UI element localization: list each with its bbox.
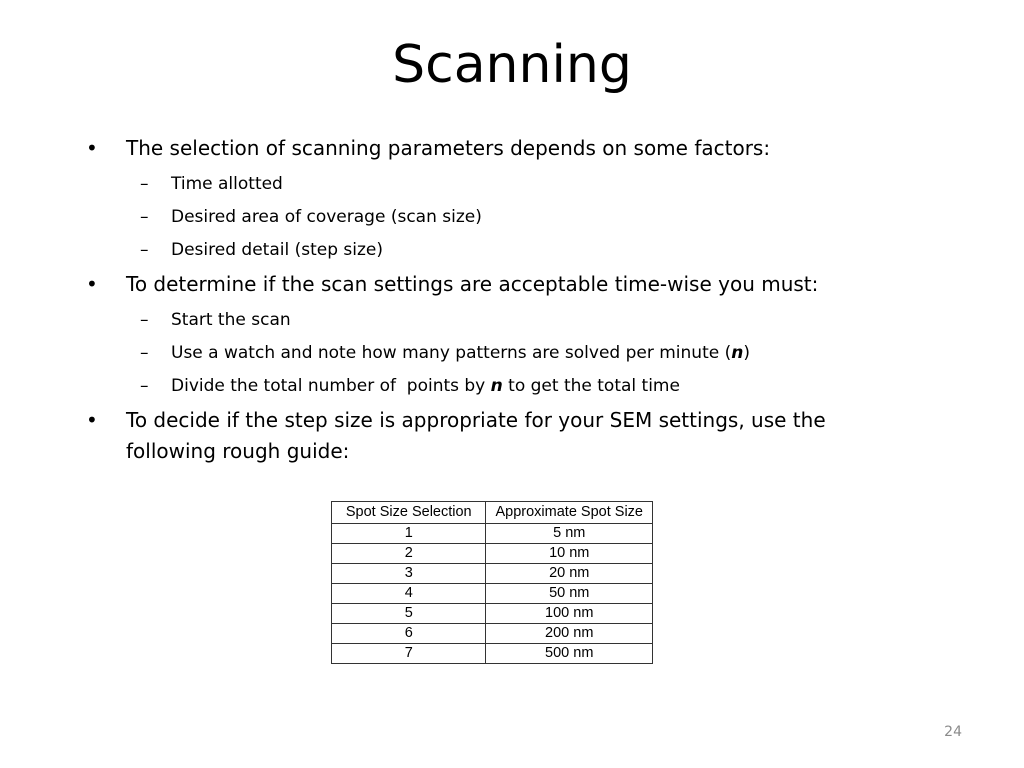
table-cell-selection: 7: [332, 644, 486, 664]
bullet-item: [86, 269, 906, 300]
variable-n: n: [490, 376, 503, 396]
bullet-dot-icon: •: [86, 272, 98, 296]
table-row: [332, 644, 653, 664]
sub-bullet-text: Desired detail (step size): [171, 240, 383, 260]
bullet-text: To determine if the scan settings are acceptable time-wise you must:: [126, 272, 819, 296]
sub-bullet-text: Desired area of coverage (scan size): [171, 207, 482, 227]
bullet-item: [86, 133, 906, 164]
table-row: [332, 624, 653, 644]
sub-bullet-item: [86, 234, 906, 267]
table-row: [332, 584, 653, 604]
sub-bullet-item: [86, 370, 906, 403]
sub-bullet-item: [86, 201, 906, 234]
sub-bullet-item: [86, 304, 906, 337]
dash-icon: –: [140, 240, 149, 260]
sub-list: [86, 304, 906, 403]
page-number: 24: [944, 724, 962, 740]
slide-title: Scanning: [392, 35, 632, 95]
dash-icon: –: [140, 310, 149, 330]
column-header-approximate-spot-size: Approximate Spot Size: [486, 502, 653, 524]
table-cell-spot-size: 50 nm: [486, 584, 653, 604]
table-cell-spot-size: 10 nm: [486, 544, 653, 564]
dash-icon: –: [140, 343, 149, 363]
sub-bullet-text: [171, 343, 750, 363]
table-cell-spot-size: 100 nm: [486, 604, 653, 624]
sub-bullet-text-end: ): [743, 343, 750, 363]
spot-size-table: [331, 501, 653, 664]
dash-icon: –: [140, 376, 149, 396]
bullet-text: The selection of scanning parameters depends on some factors:: [126, 136, 771, 160]
sub-bullet-item: [86, 168, 906, 201]
table-cell-selection: 1: [332, 524, 486, 544]
sub-bullet-text-end: to get the total time: [502, 376, 680, 396]
table-cell-selection: 4: [332, 584, 486, 604]
dash-icon: –: [140, 207, 149, 227]
sub-bullet-text: [171, 376, 680, 396]
bullet-list: [86, 133, 906, 471]
table-cell-selection: 3: [332, 564, 486, 584]
table-cell-selection: 6: [332, 624, 486, 644]
table-row: [332, 524, 653, 544]
sub-bullet-item: [86, 337, 906, 370]
sub-bullet-text-start: Divide the total number of points by: [171, 376, 491, 396]
table-cell-spot-size: 5 nm: [486, 524, 653, 544]
table-cell-spot-size: 500 nm: [486, 644, 653, 664]
sub-bullet-text: Start the scan: [171, 310, 291, 330]
sub-bullet-text: Time allotted: [171, 174, 283, 194]
table-cell-spot-size: 20 nm: [486, 564, 653, 584]
sub-bullet-text-start: Use a watch and note how many patterns are solved per minute (: [171, 343, 732, 363]
table-row: [332, 544, 653, 564]
bullet-text: To decide if the step size is appropriate for your SEM settings, use the following rough guide:: [126, 408, 826, 463]
table-row: [332, 604, 653, 624]
variable-n: n: [731, 343, 744, 363]
bullet-dot-icon: •: [86, 408, 98, 432]
dash-icon: –: [140, 174, 149, 194]
table-cell-spot-size: 200 nm: [486, 624, 653, 644]
table-row: [332, 564, 653, 584]
bullet-item: [86, 405, 906, 467]
sub-list: [86, 168, 906, 267]
table-cell-selection: 5: [332, 604, 486, 624]
table-cell-selection: 2: [332, 544, 486, 564]
table-header-row: [332, 502, 653, 524]
bullet-dot-icon: •: [86, 136, 98, 160]
column-header-spot-size-selection: Spot Size Selection: [332, 502, 486, 524]
